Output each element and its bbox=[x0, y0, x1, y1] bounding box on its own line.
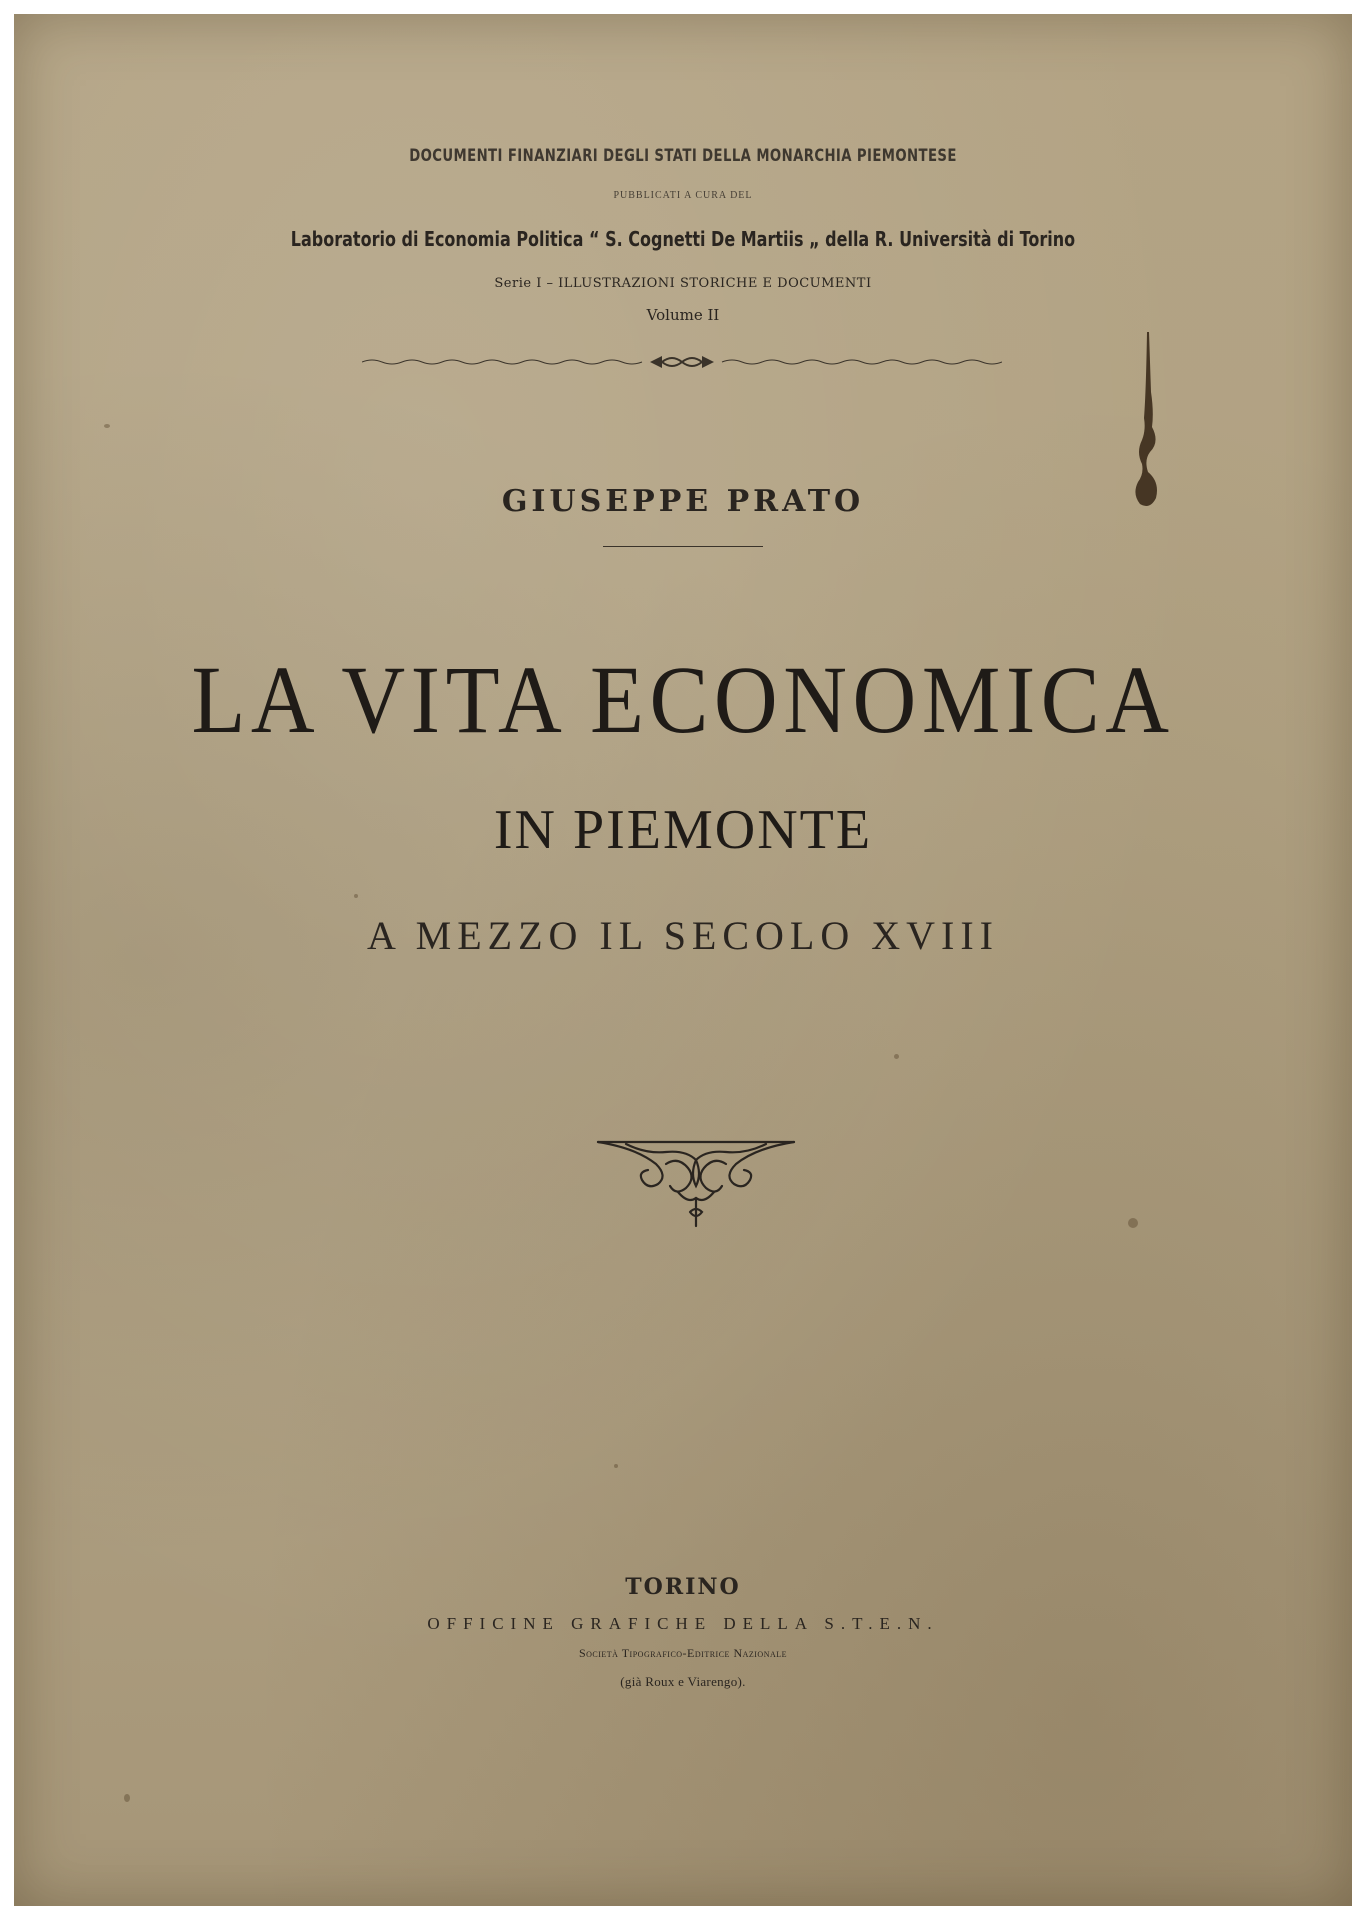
subtitle-period: A MEZZO IL SECOLO XVIII bbox=[366, 913, 999, 958]
subtitle-region: IN PIEMONTE bbox=[493, 799, 873, 861]
paper-speck bbox=[614, 1464, 618, 1468]
title-page bbox=[14, 14, 1352, 1906]
ink-stain bbox=[1124, 332, 1174, 512]
author-rule bbox=[603, 546, 763, 547]
author-name: GIUSEPPE PRATO bbox=[501, 484, 865, 519]
series-number: Serie I – ILLUSTRAZIONI STORICHE E DOCUMENTI bbox=[494, 276, 872, 291]
paper-speck bbox=[354, 894, 358, 898]
laboratory-name: Laboratorio di Economia Politica “ S. Cognetti De Martiis „ della R. Università di Torino bbox=[290, 227, 1076, 251]
scroll-vignette-icon bbox=[596, 1134, 796, 1228]
paper-speck bbox=[1128, 1218, 1138, 1228]
paper-speck bbox=[124, 1794, 130, 1802]
publication-place: TORINO bbox=[625, 1574, 741, 1600]
publisher-former-name: (già Roux e Viarengo). bbox=[620, 1674, 746, 1689]
series-title: DOCUMENTI FINANZIARI DEGLI STATI DELLA MONARCHIA PIEMONTESE bbox=[409, 146, 957, 166]
publisher-name: OFFICINE GRAFICHE DELLA S.T.E.N. bbox=[427, 1614, 939, 1633]
paper-speck bbox=[894, 1054, 899, 1059]
published-by: PUBBLICATI A CURA DEL bbox=[613, 190, 753, 201]
volume-number: Volume II bbox=[646, 306, 720, 324]
main-title: LA VITA ECONOMICA bbox=[191, 646, 1175, 753]
paper-speck bbox=[104, 424, 110, 428]
ornamental-rule-icon bbox=[362, 352, 1002, 372]
publisher-society: Società Tipografico-Editrice Nazionale bbox=[578, 1646, 788, 1660]
